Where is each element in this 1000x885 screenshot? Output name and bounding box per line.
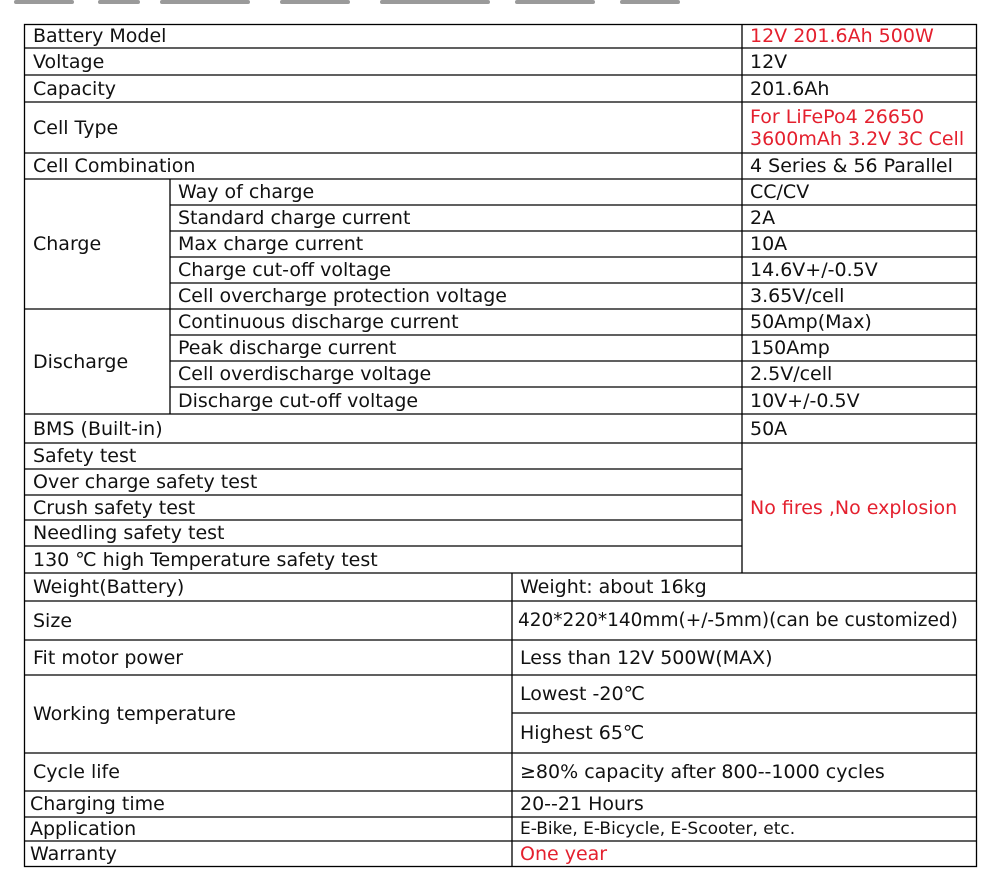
label-cell-combination: Cell Combination	[33, 155, 196, 177]
value-motor-power: Less than 12V 500W(MAX)	[520, 646, 773, 669]
charge-item-value: 14.6V+/-0.5V	[750, 259, 878, 281]
cell-type-line-1: For LiFePo4 26650	[750, 106, 925, 128]
label-battery-model: Battery Model	[33, 25, 167, 47]
value-warranty: One year	[520, 843, 608, 865]
value-weight: Weight: about 16kg	[520, 576, 707, 598]
safety-test-label: Over charge safety test	[33, 471, 258, 493]
label-charging-time: Charging time	[30, 793, 165, 815]
discharge-item-label: Peak discharge current	[178, 337, 397, 359]
label-warranty: Warranty	[30, 843, 117, 865]
value-capacity: 201.6Ah	[750, 77, 830, 100]
charge-item-value: 3.65V/cell	[750, 285, 845, 307]
label-cell-type: Cell Type	[33, 116, 119, 139]
label-capacity: Capacity	[33, 77, 117, 100]
discharge-item-label: Continuous discharge current	[178, 311, 459, 333]
safety-result: No fires ,No explosion	[750, 497, 958, 519]
discharge-group-label: Discharge	[33, 350, 129, 373]
cell-type-line-2: 3600mAh 3.2V 3C Cell	[750, 128, 965, 150]
label-bms: BMS (Built-in)	[33, 417, 163, 440]
discharge-item-value: 50Amp(Max)	[750, 311, 872, 333]
label-voltage: Voltage	[33, 50, 105, 73]
discharge-item-value: 2.5V/cell	[750, 363, 833, 385]
label-weight: Weight(Battery)	[33, 576, 185, 598]
value-cell-type	[742, 103, 977, 153]
charge-item-label: Standard charge current	[178, 207, 411, 229]
discharge-item-label: Discharge cut-off voltage	[178, 389, 419, 412]
charge-item-value: 2A	[750, 207, 776, 229]
value-temperature-high: Highest 65℃	[520, 722, 645, 744]
value-battery-model: 12V 201.6Ah 500W	[750, 25, 934, 47]
value-application: E-Bike, E-Bicycle, E-Scooter, etc.	[520, 819, 796, 839]
label-working-temperature: Working temperature	[33, 703, 236, 725]
value-bms: 50A	[750, 417, 788, 440]
charge-item-label: Max charge current	[178, 233, 364, 255]
safety-test-label: Needling safety test	[33, 522, 225, 544]
label-size: Size	[33, 609, 73, 632]
label-application: Application	[30, 818, 137, 840]
charge-item-label: Way of charge	[178, 181, 315, 203]
value-temperature-low: Lowest -20℃	[520, 683, 645, 705]
charge-item-value: CC/CV	[750, 181, 810, 203]
charge-group-label: Charge	[33, 233, 102, 255]
discharge-item-label: Cell overdischarge voltage	[178, 363, 432, 385]
charge-item-label: Charge cut-off voltage	[178, 259, 392, 281]
safety-test-label: 130 ℃ high Temperature safety test	[33, 548, 378, 571]
discharge-item-value: 150Amp	[750, 337, 830, 359]
safety-test-label: Safety test	[33, 445, 137, 467]
discharge-item-value: 10V+/-0.5V	[750, 389, 860, 412]
charge-item-label: Cell overcharge protection voltage	[178, 285, 507, 307]
safety-test-label: Crush safety test	[33, 496, 196, 519]
value-charging-time: 20--21 Hours	[520, 793, 644, 815]
value-voltage: 12V	[750, 50, 788, 73]
value-size: 420*220*140mm(+/-5mm)(can be customized)	[518, 609, 958, 631]
value-cell-combination: 4 Series & 56 Parallel	[750, 155, 953, 177]
value-cycle-life: ≥80% capacity after 800--1000 cycles	[520, 761, 885, 783]
label-motor-power: Fit motor power	[33, 646, 184, 669]
charge-item-value: 10A	[750, 233, 788, 255]
label-cycle-life: Cycle life	[33, 761, 120, 783]
